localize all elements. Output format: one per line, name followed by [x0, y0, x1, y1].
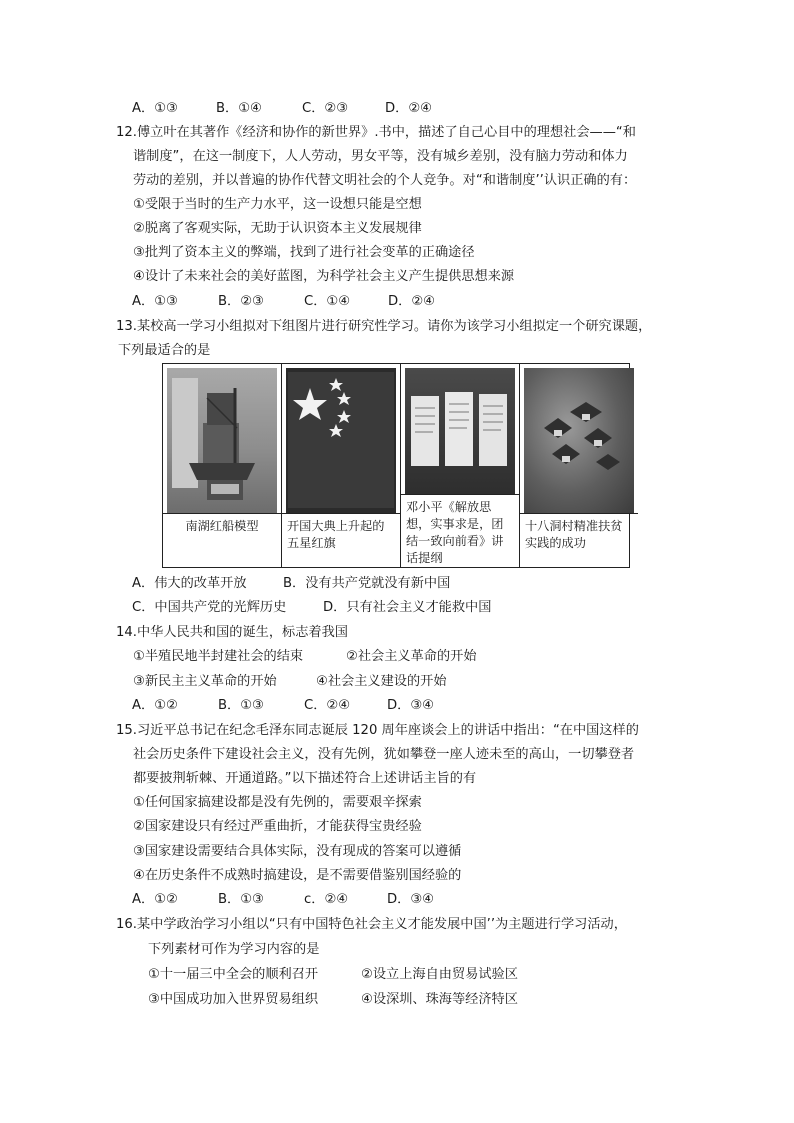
q12-stem-line-1: 12.傅立叶在其著作《经济和协作的新世界》.书中，描述了自己心目中的理想社会——“和 — [116, 125, 636, 140]
q12-statement-4: ④设计了未来社会的美好蓝图，为科学社会主义产生提供思想来源 — [133, 269, 515, 284]
q15-option-d[interactable]: D．③④ — [387, 892, 434, 907]
caption-speech-outline: 邓小平《解放思想，实事求是，团结一致向前看》讲话提纲 — [401, 494, 519, 567]
q11-option-b[interactable]: B．①④ — [216, 101, 262, 116]
q14-option-b[interactable]: B．①③ — [218, 698, 264, 713]
village-aerial-photo — [524, 368, 634, 513]
caption-red-boat: 南湖红船模型 — [163, 513, 281, 567]
q14-statement-4: ④社会主义建设的开始 — [316, 674, 447, 689]
q15-option-b[interactable]: B．①③ — [218, 892, 264, 907]
q12-option-a[interactable]: A．①③ — [132, 294, 178, 309]
q14-statement-3: ③新民主主义革命的开始 — [133, 674, 277, 689]
q16-stem-line-2: 下列素材可作为学习内容的是 — [148, 942, 320, 957]
q13-option-b[interactable]: B．没有共产党就没有新中国 — [283, 576, 451, 591]
q15-option-c[interactable]: c．②④ — [304, 892, 349, 907]
caption-flag: 开国大典上升起的五星红旗 — [282, 513, 400, 567]
q15-stem-line-3: 都要披荆斩棘、开通道路。”以下描述符合上述讲话主旨的有 — [133, 771, 477, 786]
q15-statement-1: ①任何国家搞建设都是没有先例的，需要艰辛探索 — [133, 795, 422, 810]
q15-option-a[interactable]: A．①② — [132, 892, 178, 907]
caption-village: 十八洞村精准扶贫实践的成功 — [520, 513, 638, 567]
q13-stem-line-1: 13.某校高一学习小组拟对下组图片进行研究性学习。请你为该学习小组拟定一个研究课题， — [116, 319, 652, 334]
q15-statement-3: ③国家建设需要结合具体实际，没有现成的答案可以遵循 — [133, 844, 462, 859]
q12-stem-line-3: 劳动的差别，并以普遍的协作代替文明社会的个人竞争。对“和谐制度’’认识正确的有： — [133, 173, 637, 188]
red-boat-model-photo — [167, 368, 277, 513]
q15-statement-4: ④在历史条件不成熟时搞建设，是不需要借鉴别国经验的 — [133, 868, 462, 883]
q13-option-a[interactable]: A．伟大的改革开放 — [132, 576, 247, 591]
q14-stem: 14.中华人民共和国的诞生，标志着我国 — [116, 625, 348, 640]
q12-statement-1: ①受限于当时的生产力水平，这一设想只能是空想 — [133, 197, 422, 212]
q12-option-b[interactable]: B．②③ — [218, 294, 264, 309]
q12-statement-2: ②脱离了客观实际，无助于认识资本主义发展规律 — [133, 221, 422, 236]
q11-option-a[interactable]: A．①③ — [132, 101, 178, 116]
q11-option-c[interactable]: C．②③ — [302, 101, 349, 116]
q13-image-cell-2 — [282, 364, 401, 567]
q12-option-d[interactable]: D．②④ — [388, 294, 435, 309]
q13-image-cell-3 — [401, 364, 520, 567]
q16-statement-4: ④设深圳、珠海等经济特区 — [361, 992, 518, 1007]
q16-statement-1: ①十一届三中全会的顺利召开 — [148, 967, 319, 982]
q15-stem-line-2: 社会历史条件下建设社会主义，没有先例，犹如攀登一座人迹未至的高山，一切攀登者 — [133, 747, 635, 762]
q14-option-d[interactable]: D．③④ — [387, 698, 434, 713]
q14-option-a[interactable]: A．①② — [132, 698, 178, 713]
five-star-flag-photo — [286, 368, 396, 513]
q14-statement-1: ①半殖民地半封建社会的结束 — [133, 649, 304, 664]
q15-stem-line-1: 15.习近平总书记在纪念毛泽东同志诞辰 120 周年座谈会上的讲话中指出：“在中国这样的 — [116, 723, 639, 738]
q12-statement-3: ③批判了资本主义的弊端，找到了进行社会变革的正确途径 — [133, 245, 475, 260]
q13-image-cell-4 — [520, 364, 638, 567]
q16-statement-3: ③中国成功加入世界贸易组织 — [148, 992, 319, 1007]
q12-option-c[interactable]: C．①④ — [304, 294, 351, 309]
q12-stem-line-2: 谐制度”，在这一制度下，人人劳动，男女平等，没有城乡差别，没有脑力劳动和体力 — [133, 149, 628, 164]
q13-image-table — [162, 363, 630, 568]
q14-option-c[interactable]: C．②④ — [304, 698, 351, 713]
q13-option-d[interactable]: D．只有社会主义才能救中国 — [323, 600, 492, 615]
q16-statement-2: ②设立上海自由贸易试验区 — [361, 967, 518, 982]
q11-option-d[interactable]: D．②④ — [385, 101, 432, 116]
q15-statement-2: ②国家建设只有经过严重曲折，才能获得宝贵经验 — [133, 819, 422, 834]
q13-image-cell-1 — [163, 364, 282, 567]
q13-option-c[interactable]: C．中国共产党的光辉历史 — [132, 600, 287, 615]
q14-statement-2: ②社会主义革命的开始 — [346, 649, 477, 664]
q13-stem-line-2: 下列最适合的是 — [118, 343, 211, 358]
q16-stem-line-1: 16.某中学政治学习小组以“只有中国特色社会主义才能发展中国’’为主题进行学习活动， — [116, 917, 627, 932]
speech-outline-exhibit-photo — [405, 368, 515, 494]
